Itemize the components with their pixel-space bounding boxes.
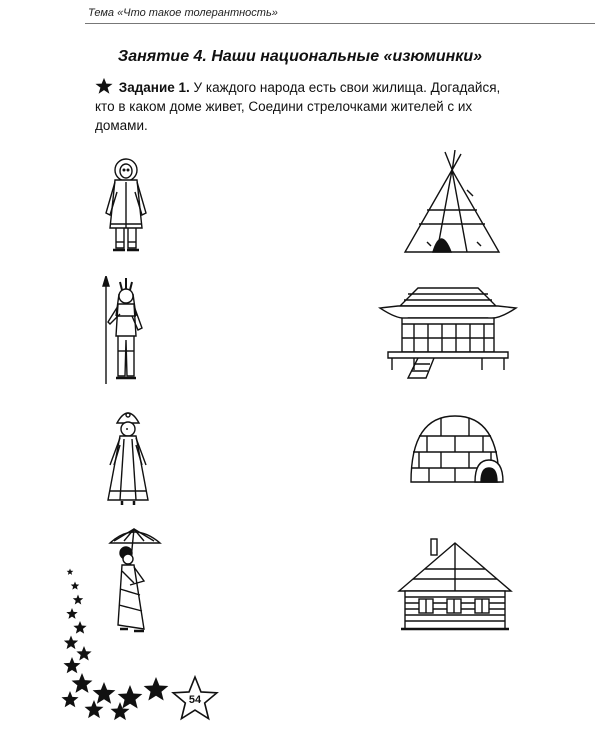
task-label: Задание 1. — [118, 80, 190, 95]
task-text: У каждого народа есть свои жилища. Догадайся, кто в каком доме живет, Соедини стрелочками жителей с их домами. — [95, 80, 501, 133]
page-number: 54 — [188, 694, 202, 706]
running-head: Тема «Что такое толерантность» — [88, 7, 278, 19]
lesson-title: Занятие 4. Наши национальные «изюминки» — [117, 48, 483, 65]
